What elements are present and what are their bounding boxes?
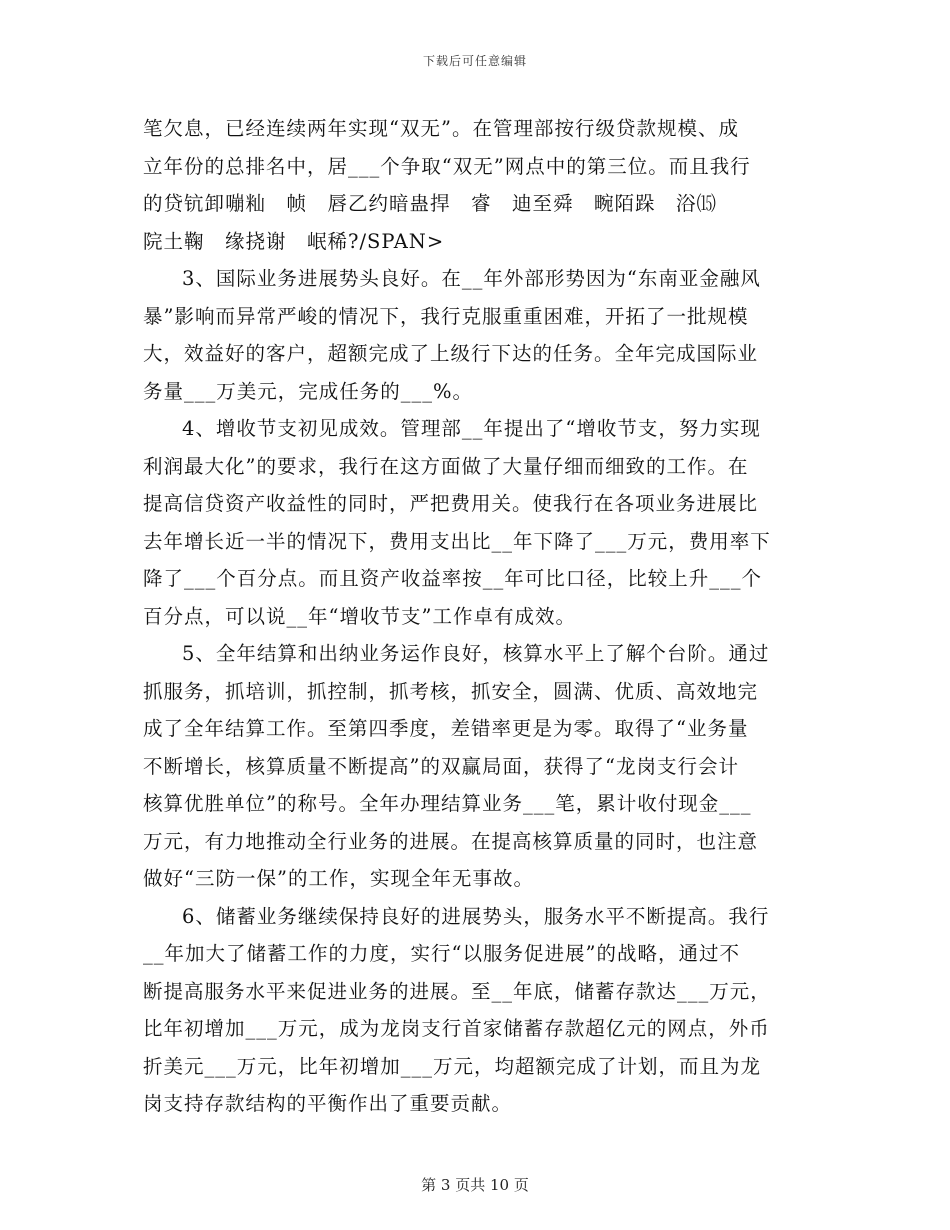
body-line: 岗支持存款结构的平衡作出了重要贡献。 (143, 1092, 513, 1115)
section-5-first-line: 5、全年结算和出纳业务运作良好，核算水平上了解个台阶。通过 (182, 642, 770, 665)
body-line: 抓服务，抓培训，抓控制，抓考核，抓安全，圆满、优质、高效地完 (143, 679, 759, 703)
body-line: 的贷钪卸嘣籼 帧 唇乙约暗蛊捍 睿 迪至舜 畹陌跺 浴⒂ (143, 192, 718, 215)
page-header: 下载后可任意编辑 (422, 54, 527, 68)
document-body (143, 110, 810, 1123)
body-line: 院土鞠 缘挠谢 岷稀?/SPAN> (143, 229, 445, 253)
body-line: 成了全年结算工作。至第四季度，差错率更是为零。取得了“业务量 (143, 717, 749, 740)
body-line: 务量___万美元，完成任务的___%。 (143, 379, 474, 403)
body-line: 百分点，可以说__年“增收节支”工作卓有成效。 (143, 604, 576, 628)
page-number: 第 3 页共 10 页 (421, 1176, 529, 1194)
body-line: 提高信贷资产收益性的同时，严把费用关。使我行在各项业务进展比 (143, 492, 759, 515)
body-line: 比年初增加___万元，成为龙岗支行首家储蓄存款超亿元的网点，外币 (143, 1017, 770, 1040)
body-line: 立年份的总排名中，居___个争取“双无”网点中的第三位。而且我行 (143, 154, 751, 178)
body-line: __年加大了储蓄工作的力度，实行“以服务促进展”的战略，通过不 (143, 942, 740, 965)
body-line: 做好“三防一保”的工作，实现全年无事故。 (143, 867, 534, 890)
body-line: 折美元___万元，比年初增加___万元，均超额完成了计划，而且为龙 (143, 1054, 762, 1078)
body-line: 核算优胜单位”的称号。全年办理结算业务___笔，累计收付现金___ (143, 792, 752, 815)
body-line: 大，效益好的客户，超额完成了上级行下达的任务。全年完成国际业 (143, 342, 759, 365)
body-line: 利润最大化”的要求，我行在这方面做了大量仔细而细致的工作。在 (143, 454, 749, 478)
body-line: 去年增长近一半的情况下，费用支出比__年下降了___万元，费用率下 (143, 529, 771, 553)
section-4-first-line: 4、增收节支初见成效。管理部__年提出了“增收节支，努力实现 (182, 417, 761, 440)
body-line: 不断增长，核算质量不断提高”的双赢局面，获得了“龙岗支行会计 (143, 754, 739, 778)
section-6-first-line: 6、储蓄业务继续保持良好的进展势头，服务水平不断提高。我行 (182, 904, 770, 928)
body-line: 万元，有力地推动全行业务的进展。在提高核算质量的同时，也注意 (143, 829, 759, 853)
section-3-first-line: 3、国际业务进展势头良好。在__年外部形势因为“东南亚金融风 (182, 267, 761, 290)
body-line: 暴”影响而异常严峻的情况下，我行克服重重困难，开拓了一批规模 (143, 304, 749, 328)
body-line: 笔欠息，已经连续两年实现“双无”。在管理部按行级贷款规模、成 (143, 117, 739, 140)
body-line: 降了___个百分点。而且资产收益率按__年可比口径，比较上升___个 (143, 567, 763, 590)
body-line: 断提高服务水平来促进业务的进展。至__年底，储蓄存款达___万元， (143, 979, 771, 1003)
